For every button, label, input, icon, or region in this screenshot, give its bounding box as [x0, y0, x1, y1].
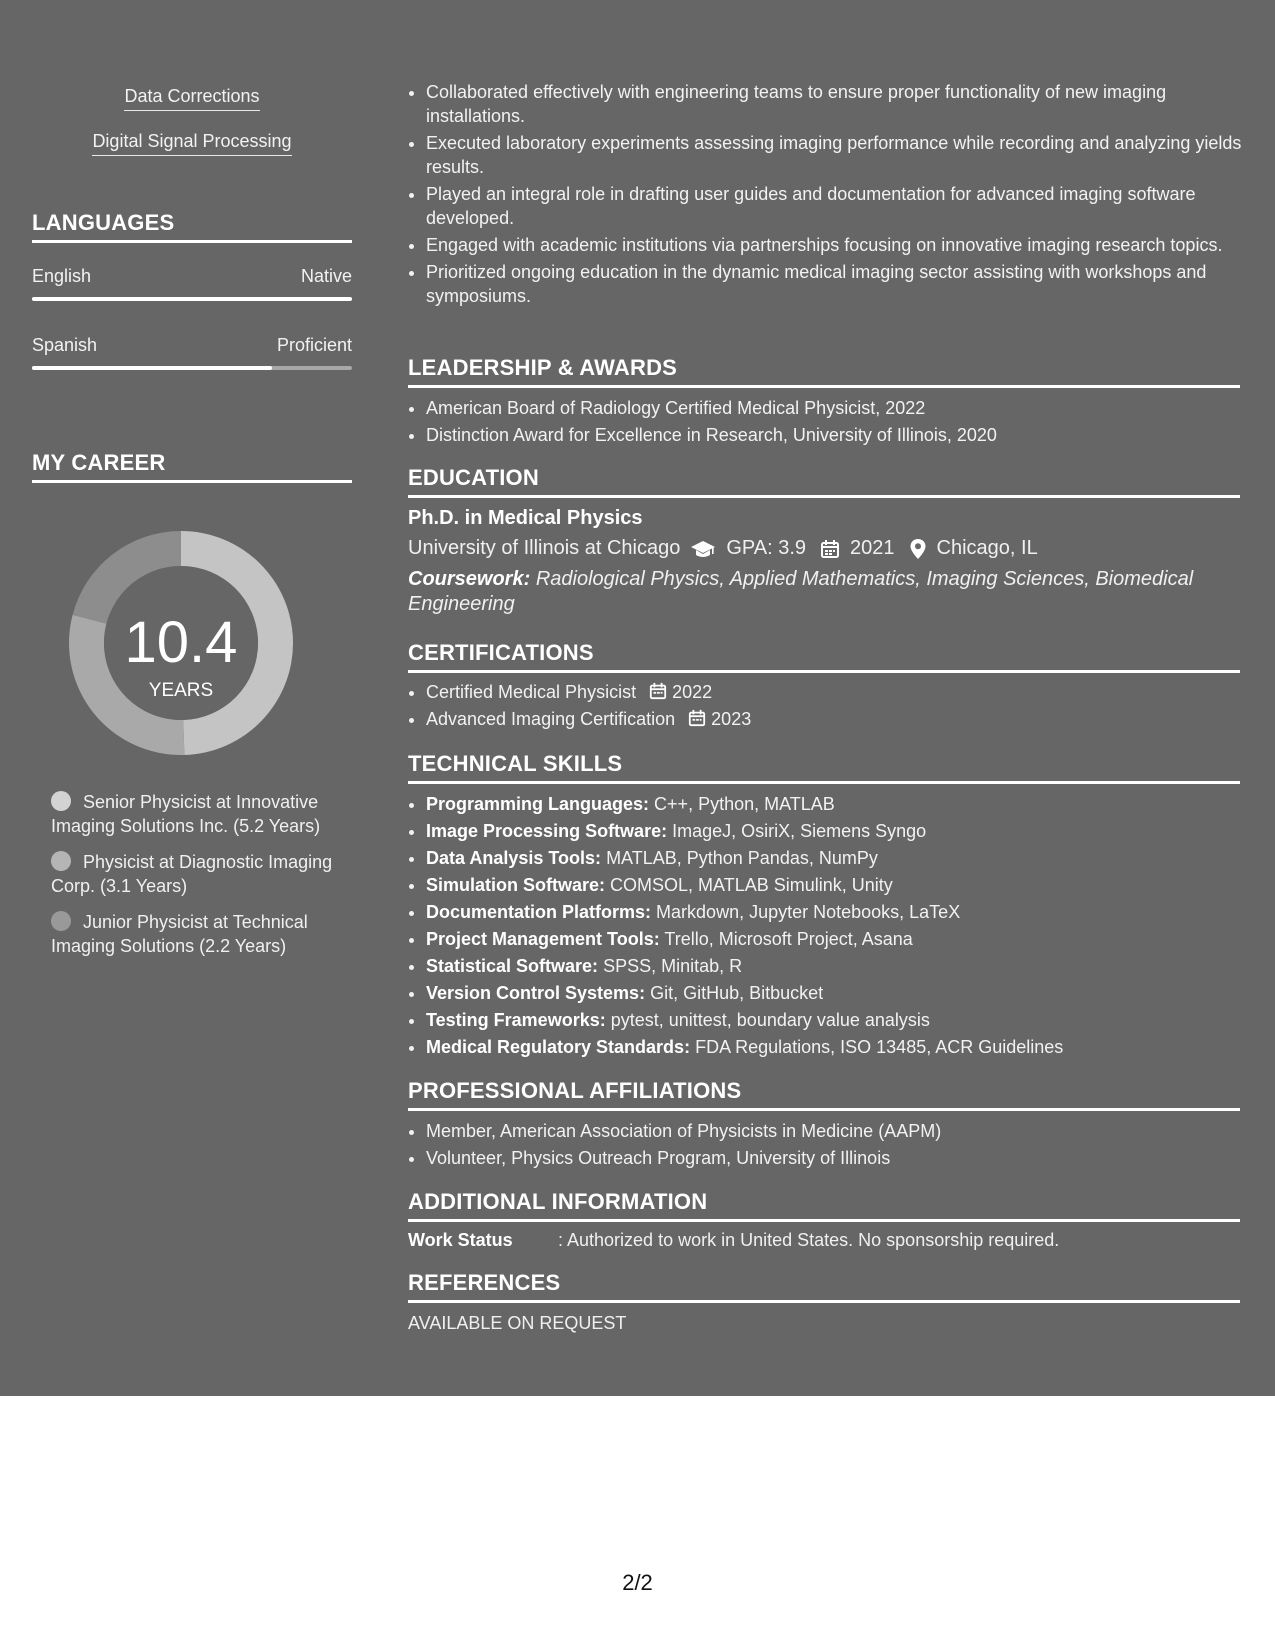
graduation-year: 2021 [850, 537, 895, 559]
certification-item [426, 707, 1256, 731]
career-item-label: Senior Physicist at Innovative Imaging Solutions Inc. (5.2 Years) [51, 792, 321, 836]
language-bar [32, 366, 352, 370]
languages-heading: LANGUAGES [32, 210, 352, 243]
leadership-list [408, 396, 1256, 447]
skill-category: Simulation Software: [426, 875, 606, 895]
career-legend [51, 790, 341, 958]
affiliations-list [408, 1119, 1256, 1170]
references-heading: REFERENCES [408, 1270, 1240, 1303]
skill-item [426, 981, 1256, 1005]
language-bar-fill [32, 297, 352, 301]
skill-values: pytest, unittest, boundary value analysis [610, 1010, 930, 1030]
skill-category: Documentation Platforms: [426, 902, 652, 922]
skill-values: Git, GitHub, Bitbucket [650, 983, 824, 1003]
education-details [408, 537, 1038, 560]
leadership-item: • American Board of Radiology Certified Medical Physicist, 2022 [426, 396, 1256, 420]
calendar-icon [688, 709, 706, 727]
legend-dot [51, 851, 71, 871]
graduation-cap-icon [690, 539, 716, 559]
additional-info-heading: ADDITIONAL INFORMATION [408, 1189, 1240, 1222]
certification-year: 2022 [672, 682, 713, 702]
skill-values: Markdown, Jupyter Notebooks, LaTeX [656, 902, 961, 922]
affiliations-heading: PROFESSIONAL AFFILIATIONS [408, 1078, 1240, 1111]
skill-category: Project Management Tools: [426, 929, 660, 949]
coursework-list: Radiological Physics, Applied Mathematics, Imaging Sciences, Biomedical Engineering [408, 568, 1194, 615]
skill-category: Version Control Systems: [426, 983, 646, 1003]
skill-item [426, 1008, 1256, 1032]
experience-bullets [408, 80, 1256, 308]
skill-item [426, 873, 1256, 897]
page-number: 2/2 [622, 1570, 653, 1595]
legend-dot [51, 791, 71, 811]
experience-bullet: • Prioritized ongoing education in the dynamic medical imaging sector assisting with workshops and symposiums. [426, 260, 1256, 308]
technical-skills-heading: TECHNICAL SKILLS [408, 751, 1240, 784]
career-item [51, 790, 341, 838]
certification-item [426, 680, 1256, 704]
skill-values: Trello, Microsoft Project, Asana [664, 929, 913, 949]
skill-item [426, 927, 1256, 951]
language-level: Proficient [276, 335, 352, 355]
affiliation-item: • Volunteer, Physics Outreach Program, University of Illinois [426, 1146, 1256, 1170]
skill-item [426, 900, 1256, 924]
coursework [408, 567, 1228, 617]
experience-bullet: • Executed laboratory experiments assessing imaging performance while recording and analyzing yields results. [426, 131, 1256, 179]
experience-bullet: • Played an integral role in drafting user guides and documentation for advanced imaging software developed. [426, 182, 1256, 230]
skill-values: SPSS, Minitab, R [603, 956, 743, 976]
career-total-years: 10.4 [124, 610, 238, 675]
skill-item [426, 792, 1256, 816]
language-name: English [32, 266, 92, 286]
skill-values: C++, Python, MATLAB [654, 794, 835, 814]
career-item-label: Physicist at Diagnostic Imaging Corp. (3.1 Years) [51, 852, 333, 896]
education-heading: EDUCATION [408, 465, 1240, 498]
gpa: GPA: 3.9 [726, 537, 807, 559]
skill-category: Testing Frameworks: [426, 1010, 606, 1030]
references-text: AVAILABLE ON REQUEST [408, 1313, 627, 1333]
skill-category: Image Processing Software: [426, 821, 668, 841]
experience-bullet: • Engaged with academic institutions via partnerships focusing on innovative imaging research topics. [426, 233, 1256, 257]
certifications-list [408, 680, 1256, 731]
location-pin-icon [909, 538, 927, 560]
work-status-value: : Authorized to work in United States. No sponsorship required. [558, 1230, 1060, 1250]
skill-item [426, 1035, 1256, 1059]
skill-values: COMSOL, MATLAB Simulink, Unity [610, 875, 893, 895]
school-name: University of Illinois at Chicago [408, 537, 681, 559]
certifications-heading: CERTIFICATIONS [408, 640, 1240, 673]
degree-title: Ph.D. in Medical Physics [408, 507, 643, 529]
affiliation-item: • Member, American Association of Physicists in Medicine (AAPM) [426, 1119, 1256, 1143]
language-spanish [32, 335, 352, 370]
skill-category: Programming Languages: [426, 794, 650, 814]
career-years-label: YEARS [148, 680, 214, 701]
language-name: Spanish [32, 335, 98, 355]
calendar-icon [649, 682, 667, 700]
skill-item [426, 819, 1256, 843]
experience-bullet: • Collaborated effectively with engineering teams to ensure proper functionality of new imaging installations. [426, 80, 1256, 128]
skill-link-digital-signal-processing[interactable]: Digital Signal Processing [92, 131, 291, 156]
skill-category: Statistical Software: [426, 956, 599, 976]
certification-name: Certified Medical Physicist [426, 682, 637, 702]
career-item-label: Junior Physicist at Technical Imaging Solutions (2.2 Years) [51, 912, 308, 956]
leadership-item: • Distinction Award for Excellence in Research, University of Illinois, 2020 [426, 423, 1256, 447]
skill-item [426, 846, 1256, 870]
technical-skills-list [408, 792, 1256, 1059]
legend-dot [51, 911, 71, 931]
calendar-icon [820, 539, 840, 559]
education-location: Chicago, IL [936, 537, 1038, 559]
career-donut-chart [66, 528, 296, 758]
career-heading: MY CAREER [32, 450, 352, 483]
coursework-label: Coursework: [408, 568, 531, 590]
language-level: Native [300, 266, 352, 286]
skill-category: Medical Regulatory Standards: [426, 1037, 691, 1057]
leadership-heading: LEADERSHIP & AWARDS [408, 355, 1240, 388]
language-bar [32, 297, 352, 301]
language-english [32, 266, 352, 301]
certification-year: 2023 [711, 709, 752, 729]
skill-link-data-corrections[interactable]: Data Corrections [124, 86, 259, 111]
skill-category: Data Analysis Tools: [426, 848, 602, 868]
skill-values: ImageJ, OsiriX, Siemens Syngo [672, 821, 927, 841]
skill-values: FDA Regulations, ISO 13485, ACR Guidelines [695, 1037, 1064, 1057]
career-item [51, 910, 341, 958]
work-status-label: Work Status [408, 1230, 513, 1250]
work-status-row [408, 1230, 1240, 1251]
career-item [51, 850, 341, 898]
certification-name: Advanced Imaging Certification [426, 709, 676, 729]
skill-values: MATLAB, Python Pandas, NumPy [606, 848, 878, 868]
language-bar-fill [32, 366, 272, 370]
skill-item [426, 954, 1256, 978]
